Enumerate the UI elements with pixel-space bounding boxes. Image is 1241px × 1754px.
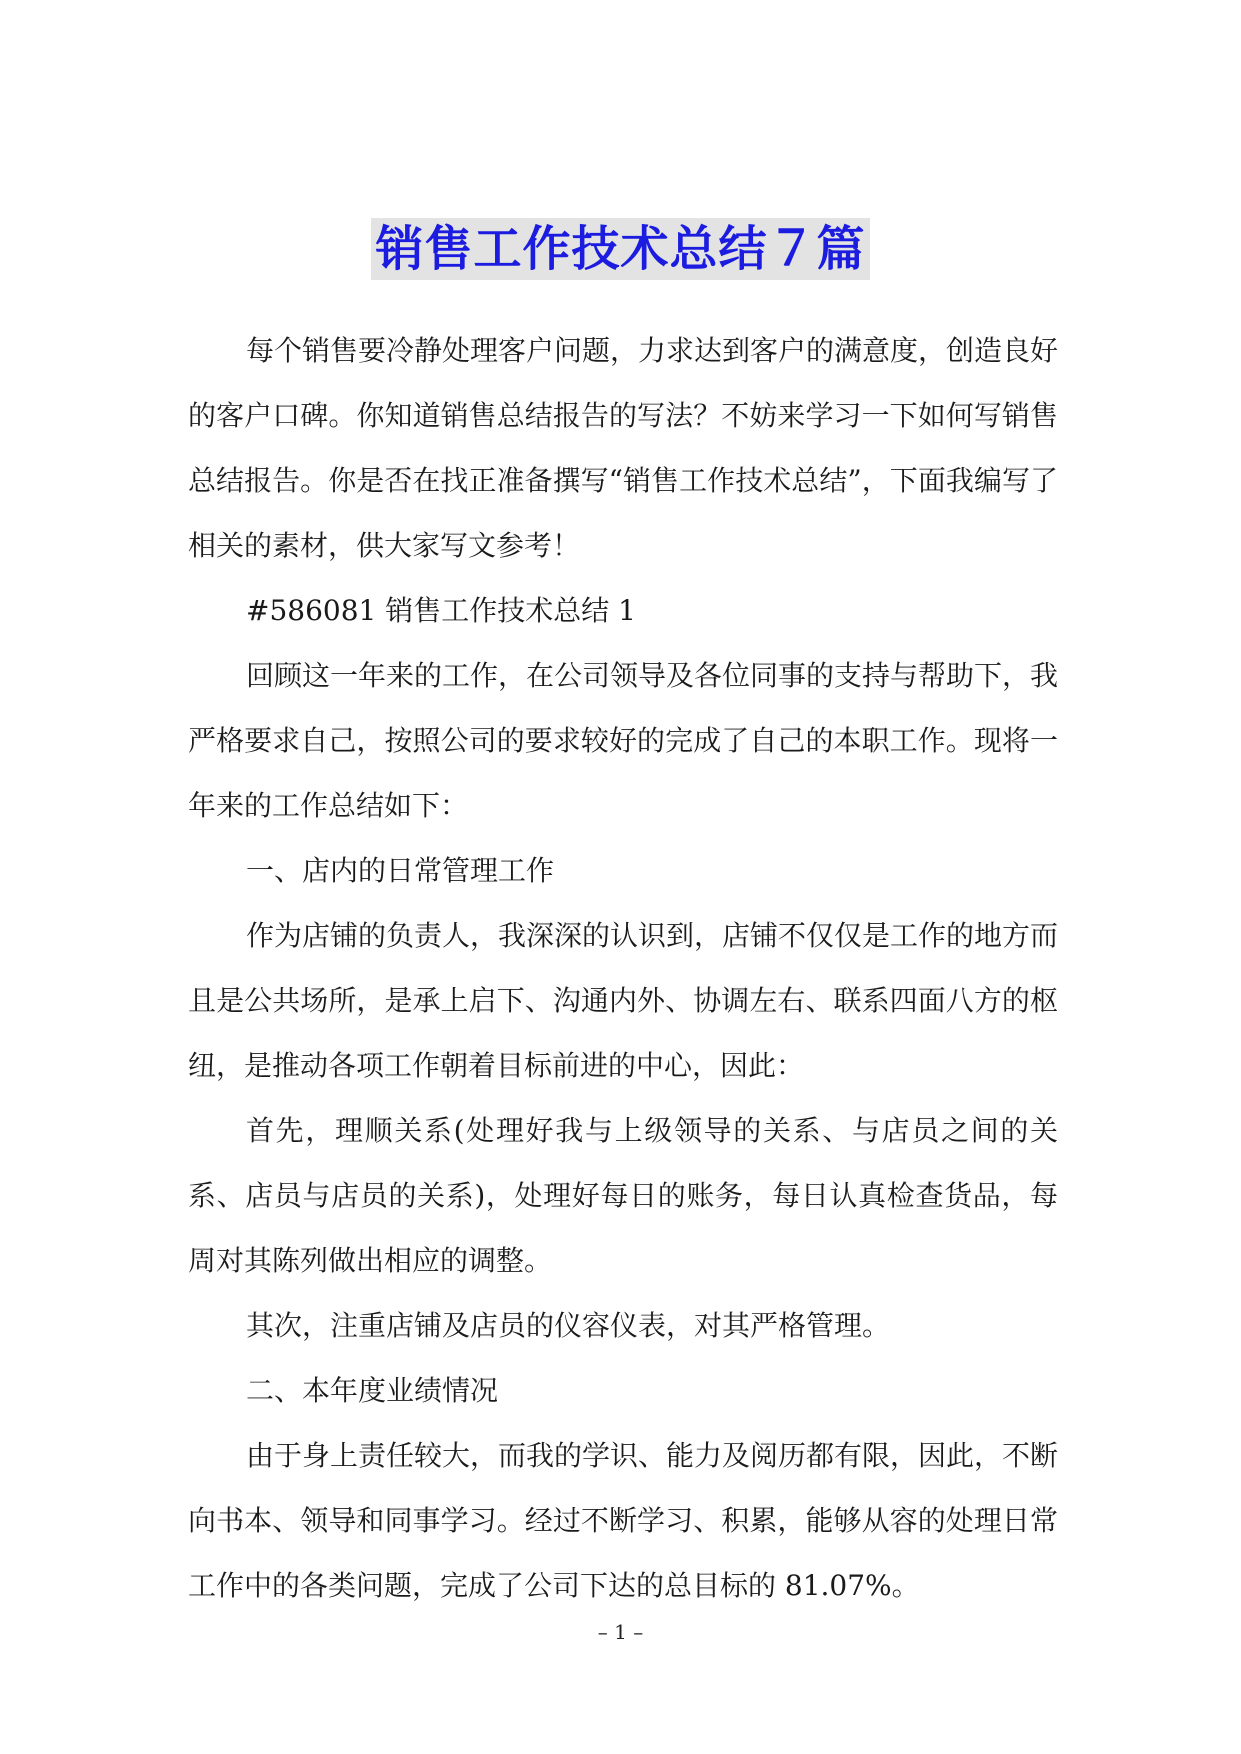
document-body (188, 318, 1058, 1618)
body-paragraph: 回顾这一年来的工作，在公司领导及各位同事的支持与帮助下，我严格要求自己，按照公司的要求较好的完成了自己的本职工作。现将一年来的工作总结如下： (188, 659, 1059, 822)
body-paragraph: 作为店铺的负责人，我深深的认识到，店铺不仅仅是工作的地方而且是公共场所，是承上启下、沟通内外、协调左右、联系四面八方的枢纽，是推动各项工作朝着目标前进的中心，因此： (188, 919, 1059, 1082)
subsection-heading: 一、店内的日常管理工作 (246, 854, 555, 887)
intro-paragraph: 每个销售要冷静处理客户问题，力求达到客户的满意度，创造良好的客户口碑。你知道销售总结报告的写法？不妨来学习一下如何写销售总结报告。你是否在找正准备撰写“销售工作技术总结”，下面我编写了相关的素材，供大家写文参考！ (188, 334, 1059, 562)
section-heading: #586081 销售工作技术总结 1 (246, 594, 636, 627)
subsection-heading: 二、本年度业绩情况 (246, 1374, 499, 1407)
body-paragraph: 首先，理顺关系(处理好我与上级领导的关系、与店员之间的关系、店员与店员的关系)，处理好每日的账务，每日认真检查货品，每周对其陈列做出相应的调整。 (188, 1114, 1058, 1277)
title-block (0, 218, 1241, 280)
page-number: – 1 – (597, 1620, 644, 1644)
document-title: 销售工作技术总结７篇 (371, 218, 869, 280)
body-paragraph: 由于身上责任较大，而我的学识、能力及阅历都有限，因此，不断向书本、领导和同事学习。经过不断学习、积累，能够从容的处理日常工作中的各类问题，完成了公司下达的总目标的 81.07%。 (188, 1439, 1059, 1602)
body-paragraph: 其次，注重店铺及店员的仪容仪表，对其严格管理。 (246, 1309, 891, 1342)
